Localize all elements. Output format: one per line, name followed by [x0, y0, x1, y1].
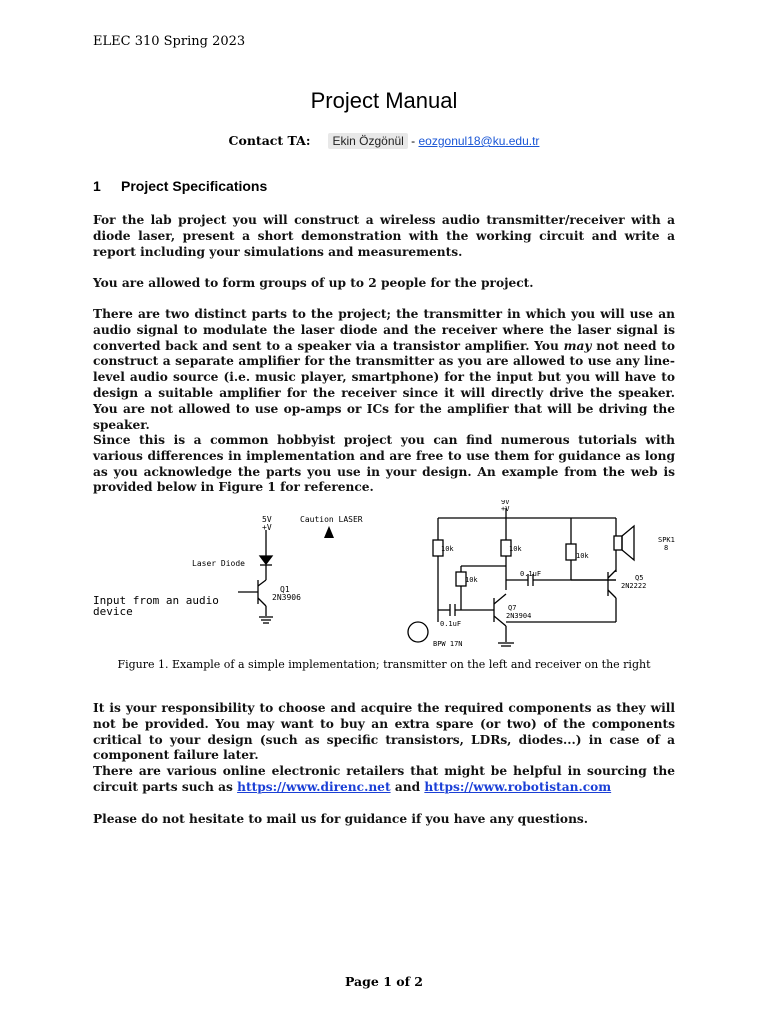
photodiode-label: BPW 17N	[433, 640, 463, 648]
q1-part-label: 2N3906	[272, 593, 301, 602]
paragraph-parts	[93, 307, 675, 433]
ta-name: Ekin Özgönül	[328, 133, 407, 149]
paragraph-closing: Please do not hesitate to mail us for guidance if you have any questions.	[93, 812, 589, 826]
ta-email-link[interactable]: eozgonul18@ku.edu.tr	[418, 134, 540, 148]
input-label-line2: device	[93, 605, 133, 618]
contact-label: Contact TA:	[228, 133, 311, 148]
input-label-line1: Input from an audio	[93, 594, 219, 607]
section-heading	[93, 178, 267, 194]
q1-label: Q1	[280, 585, 290, 594]
resistor-label-4: 10k	[465, 576, 478, 584]
circuit-figure	[88, 500, 680, 652]
retailers-text: There are various online electronic retailers that might be helpful in sourcing the circuit parts such as	[93, 764, 675, 794]
parts-text-b: not need to construct a separate amplifier for the transmitter as you are allowed to use any line-level audio source (i.e. music player, smartphone) for the input but you will have to design a suitable amplifier for the receiver since it will directly drive the speaker. You are not allowed to use op-amps or ICs for the amplifier that will be driving the speaker.	[93, 338, 676, 432]
rx-supply-label: 9V	[501, 500, 510, 506]
q5-label: Q5	[635, 574, 644, 582]
capacitor-label-2: 0.1uF	[440, 620, 462, 628]
rx-supply-sign: +V	[501, 505, 510, 513]
q5-part-label: 2N2222	[621, 582, 647, 590]
paragraph-groups: You are allowed to form groups of up to 2 people for the project.	[93, 276, 534, 290]
resistor-label-2: 10k	[509, 545, 522, 553]
page-header: ELEC 310 Spring 2023	[93, 34, 246, 49]
figure-caption: Figure 1. Example of a simple implementation; transmitter on the left and receiver on the right	[117, 658, 651, 671]
paragraph-intro: For the lab project you will construct a wireless audio transmitter/receiver with a diode laser, present a short demonstration with the working circuit and write a report including your simulations and measurements.	[93, 213, 675, 259]
speaker-label: SPK1	[658, 536, 675, 544]
tx-supply-sign: +V	[262, 523, 272, 532]
laser-diode-label: Laser Diode	[192, 559, 245, 568]
retailers-and: and	[390, 779, 425, 794]
q7-part-label: 2N3904	[506, 612, 532, 620]
contact-line	[0, 133, 768, 148]
resistor-label-3: 10k	[576, 552, 589, 560]
paragraph-hobbyist: Since this is a common hobbyist project you can find numerous tutorials with various differences in implementation and are free to use them for guidance as long as you acknowledge the parts you use in your design. An example from the web is provided below in Figure 1 for reference.	[93, 433, 675, 495]
section-number: 1	[93, 178, 101, 194]
resistor-label-1: 10k	[441, 545, 454, 553]
page-title: Project Manual	[310, 88, 458, 113]
section-title: Project Specifications	[121, 178, 268, 194]
page-number: Page 1 of 2	[344, 974, 424, 989]
parts-emphasis: may	[563, 338, 592, 353]
paragraph-components: It is your responsibility to choose and acquire the required components as they will not be provided. You may want to buy an extra spare (or two) of the components critical to your design (such as specific transistors, LDRs, diodes...) in case of a component failure later.	[93, 701, 675, 763]
q7-label: Q7	[508, 604, 517, 612]
parts-text-a: There are two distinct parts to the project; the transmitter in which you will use an audio signal to modulate the laser diode and the receiver where the laser signal is converted back and sent to a speaker via a transistor amplifier. You	[93, 307, 675, 353]
capacitor-label-1: 0.1uF	[520, 570, 542, 578]
caution-label: Caution LASER	[300, 515, 363, 524]
contact-separator: -	[407, 134, 419, 148]
paragraph-retailers	[93, 764, 675, 796]
speaker-ohm-label: 8	[664, 544, 669, 552]
robotistan-link[interactable]: https://www.robotistan.com	[424, 779, 612, 794]
tx-supply-label: 5V	[262, 515, 272, 524]
direnc-link[interactable]: https://www.direnc.net	[237, 779, 391, 794]
